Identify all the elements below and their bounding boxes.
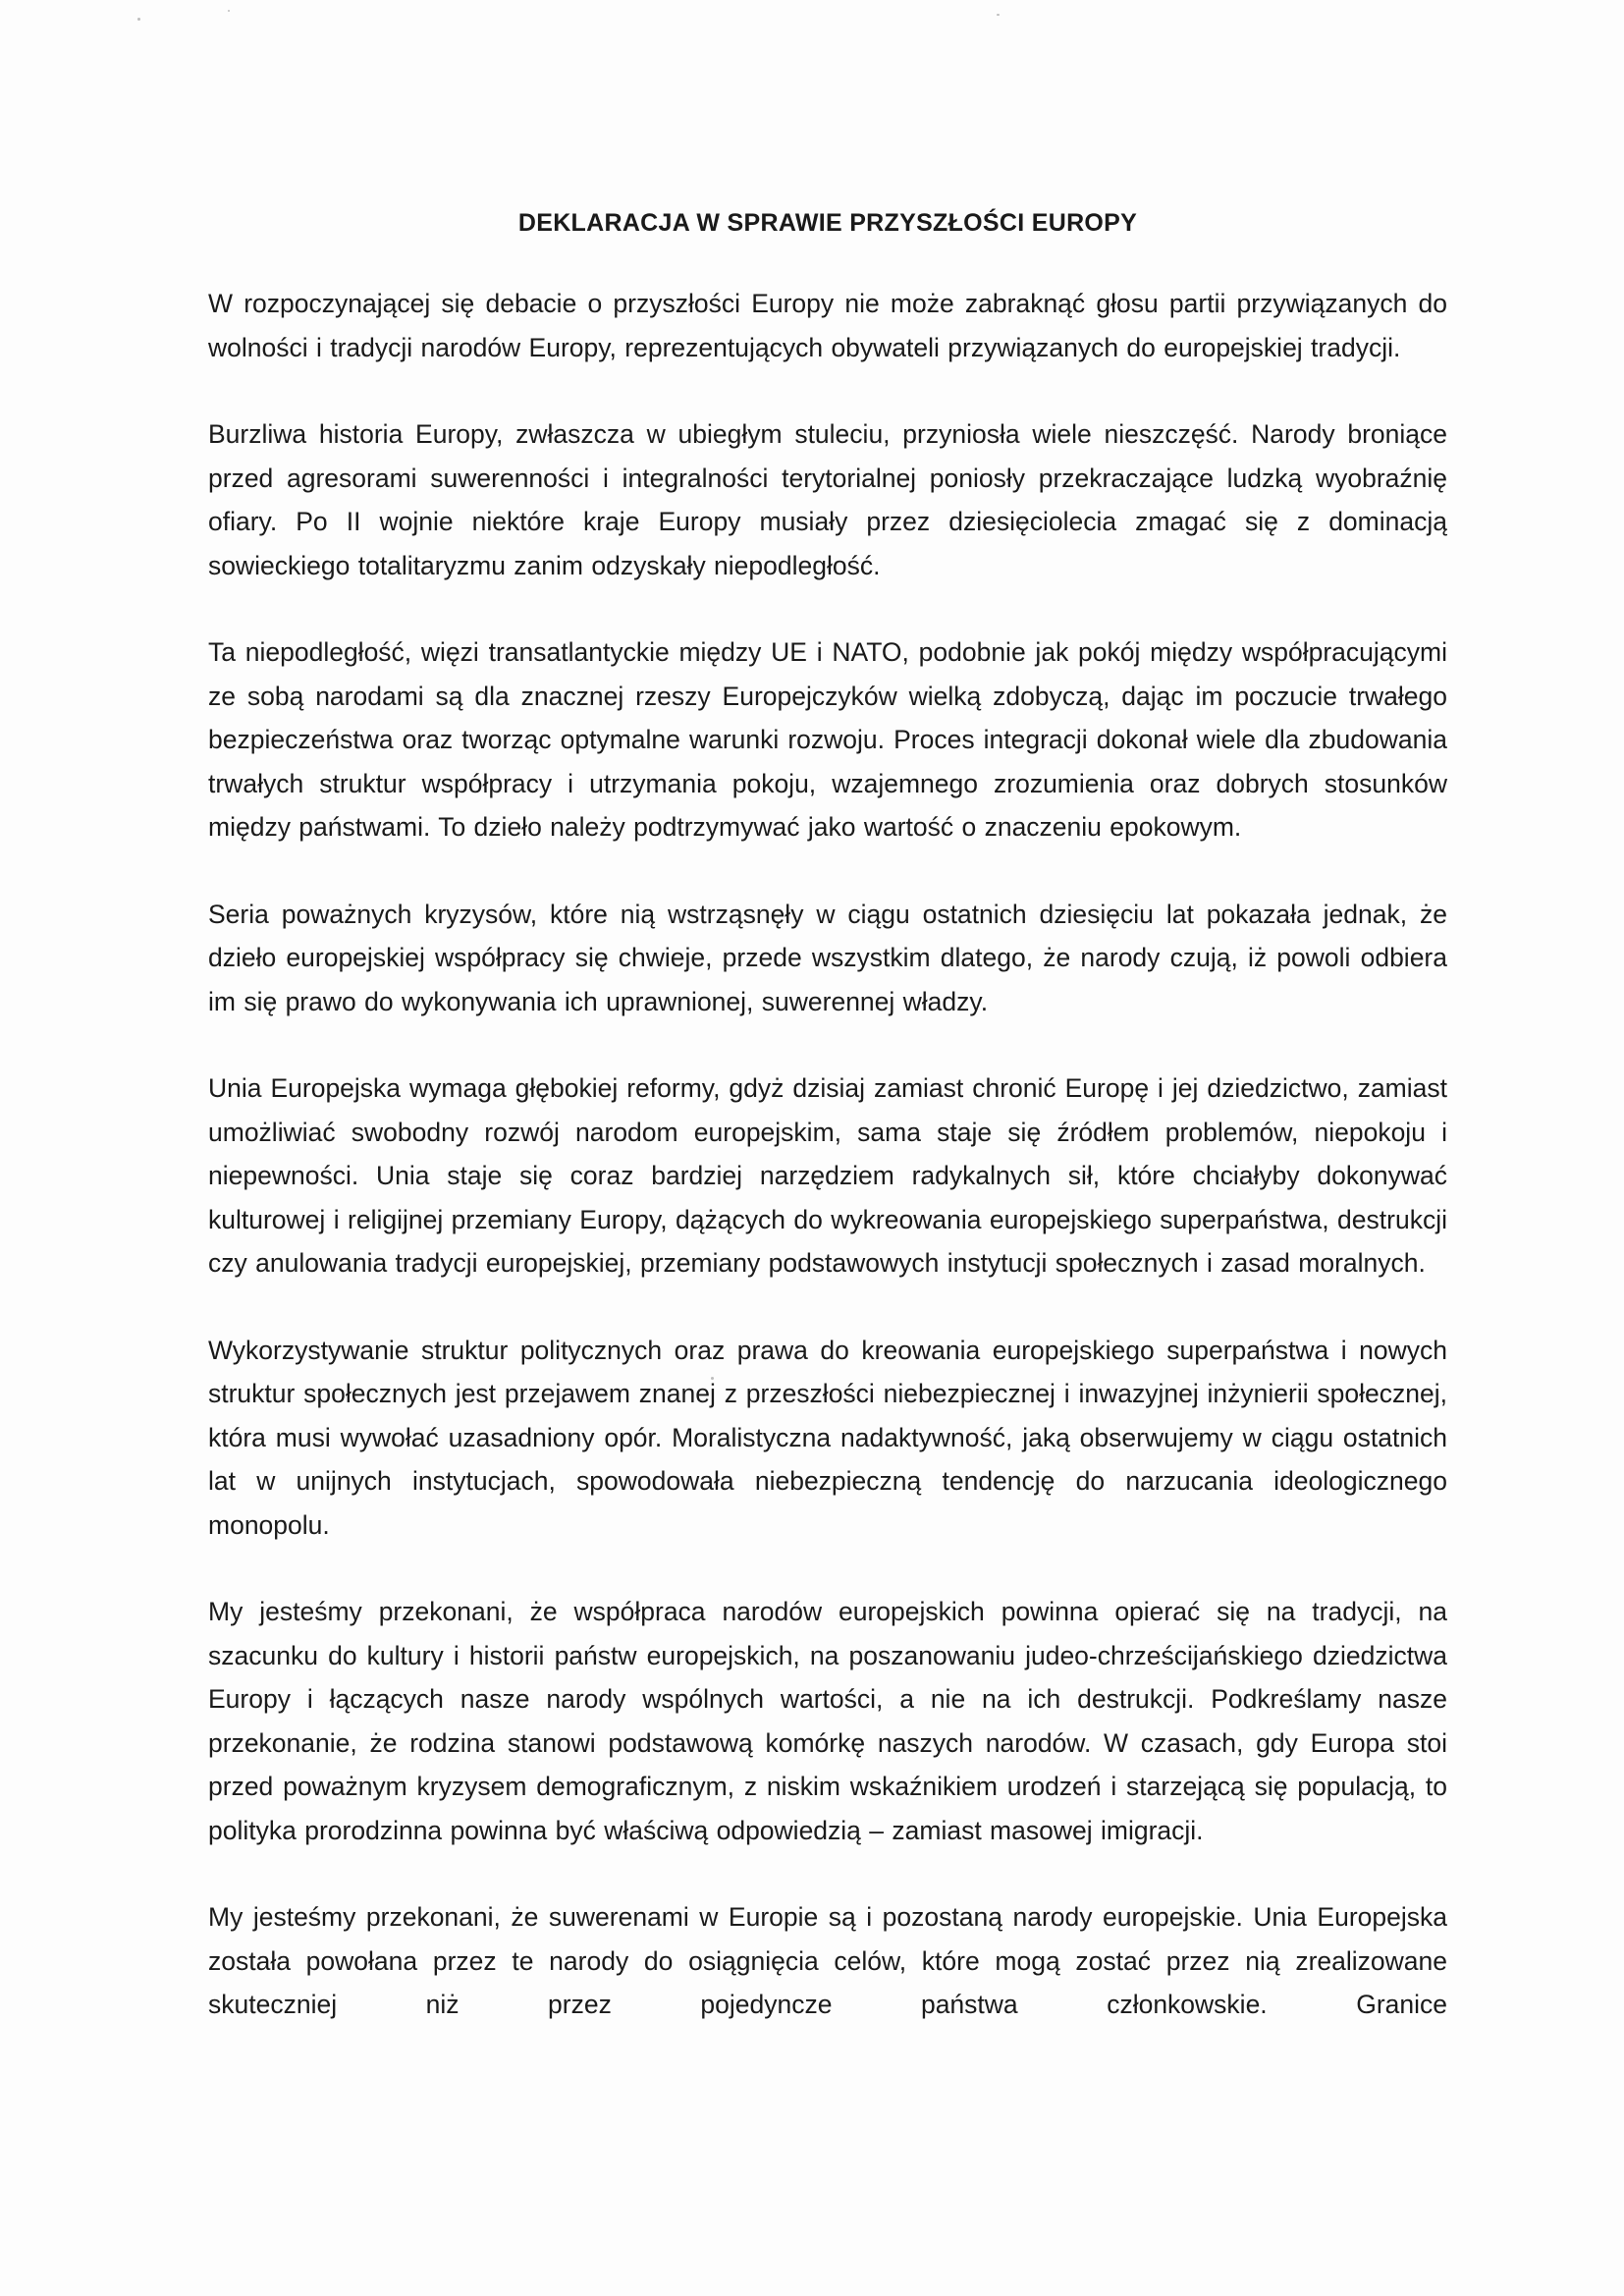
scan-speck	[997, 14, 1000, 16]
paragraph: Ta niepodległość, więzi transatlantyckie między UE i NATO, podobnie jak pokój między współpracującymi ze sobą narodami są dla znacznej rzeszy Europejczyków wielką zdobyczą, dając im poczucie trwałego bezpieczeństwa oraz tworząc optymalne warunki rozwoju. Proces integracji dokonał wiele dla zbudowania trwałych struktur współpracy i utrzymania pokoju, wzajemnego zrozumienia oraz dobrych stosunków między państwami. To dzieło należy podtrzymywać jako wartość o znaczeniu epokowym.	[208, 637, 1447, 842]
document-title: DEKLARACJA W SPRAWIE PRZYSZŁOŚCI EUROPY	[517, 209, 1138, 237]
scan-speck	[228, 10, 230, 12]
paragraph: Wykorzystywanie struktur politycznych oraz prawa do kreowania europejskiego superpaństwa i nowych struktur społecznych jest przejawem znanej z przeszłości niebezpiecznej i inwazyjnej inżynierii społecznej, która musi wywołać uzasadniony opór. Moralistyczna nadaktywność, jaką obserwujemy w ciągu ostatnich lat w unijnych instytucjach, spowodowała niebezpieczną tendencję do narzucania ideologicznego monopolu.	[208, 1335, 1447, 1540]
paragraph: Seria poważnych kryzysów, które nią wstrząsnęły w ciągu ostatnich dziesięciu lat pokazała jednak, że dzieło europejskiej współpracy się chwieje, przede wszystkim dlatego, że narody czują, iż powoli odbiera im się prawo do wykonywania ich uprawnionej, suwerennej władzy.	[208, 899, 1447, 1016]
scan-speck	[137, 18, 140, 21]
paragraph: My jesteśmy przekonani, że suwerenami w Europie są i pozostaną narody europejskie. Unia Europejska została powołana przez te narody do osiągnięcia celów, które mogą zostać przez nią zrealizowane skuteczniej niż przez pojedyncze państwa członkowskie. Granice	[208, 1902, 1447, 2019]
paragraph: Burzliwa historia Europy, zwłaszcza w ubiegłym stuleciu, przyniosła wiele nieszczęść. Narody broniące przed agresorami suwerenności i integralności terytorialnej poniosły przekraczające ludzką wyobraźnię ofiary. Po II wojnie niektóre kraje Europy musiały przez dziesięciolecia zmagać się z dominacją sowieckiego totalitaryzmu zanim odzyskały niepodległość.	[208, 419, 1447, 580]
paragraph: Unia Europejska wymaga głębokiej reformy, gdyż dzisiaj zamiast chronić Europę i jej dziedzictwo, zamiast umożliwiać swobodny rozwój narodom europejskim, sama staje się źródłem problemów, niepokoju i niepewności. Unia staje się coraz bardziej narzędziem radykalnych sił, które chciałyby dokonywać kulturowej i religijnej przemiany Europy, dążących do wykreowania europejskiego superpaństwa, destrukcji czy anulowania tradycji europejskiej, przemiany podstawowych instytucji społecznych i zasad moralnych.	[208, 1073, 1447, 1278]
paragraph: W rozpoczynającej się debacie o przyszłości Europy nie może zabraknąć głosu partii przywiązanych do wolności i tradycji narodów Europy, reprezentujących obywateli przywiązanych do europejskiej tradycji.	[208, 289, 1447, 362]
document-body	[208, 208, 1447, 2070]
paragraph: My jesteśmy przekonani, że współpraca narodów europejskich powinna opierać się na tradycji, na szacunku do kultury i historii państw europejskich, na poszanowaniu judeo-chrześcijańskiego dziedzictwa Europy i łączących nasze narody wspólnych wartości, a nie na ich destrukcji. Podkreślamy nasze przekonanie, że rodzina stanowi podstawową komórkę naszych narodów. W czasach, gdy Europa stoi przed poważnym kryzysem demograficznym, z niskim wskaźnikiem urodzeń i starzejącą się populacją, to polityka prorodzinna powinna być właściwą odpowiedzią – zamiast masowej imigracji.	[208, 1597, 1447, 1845]
